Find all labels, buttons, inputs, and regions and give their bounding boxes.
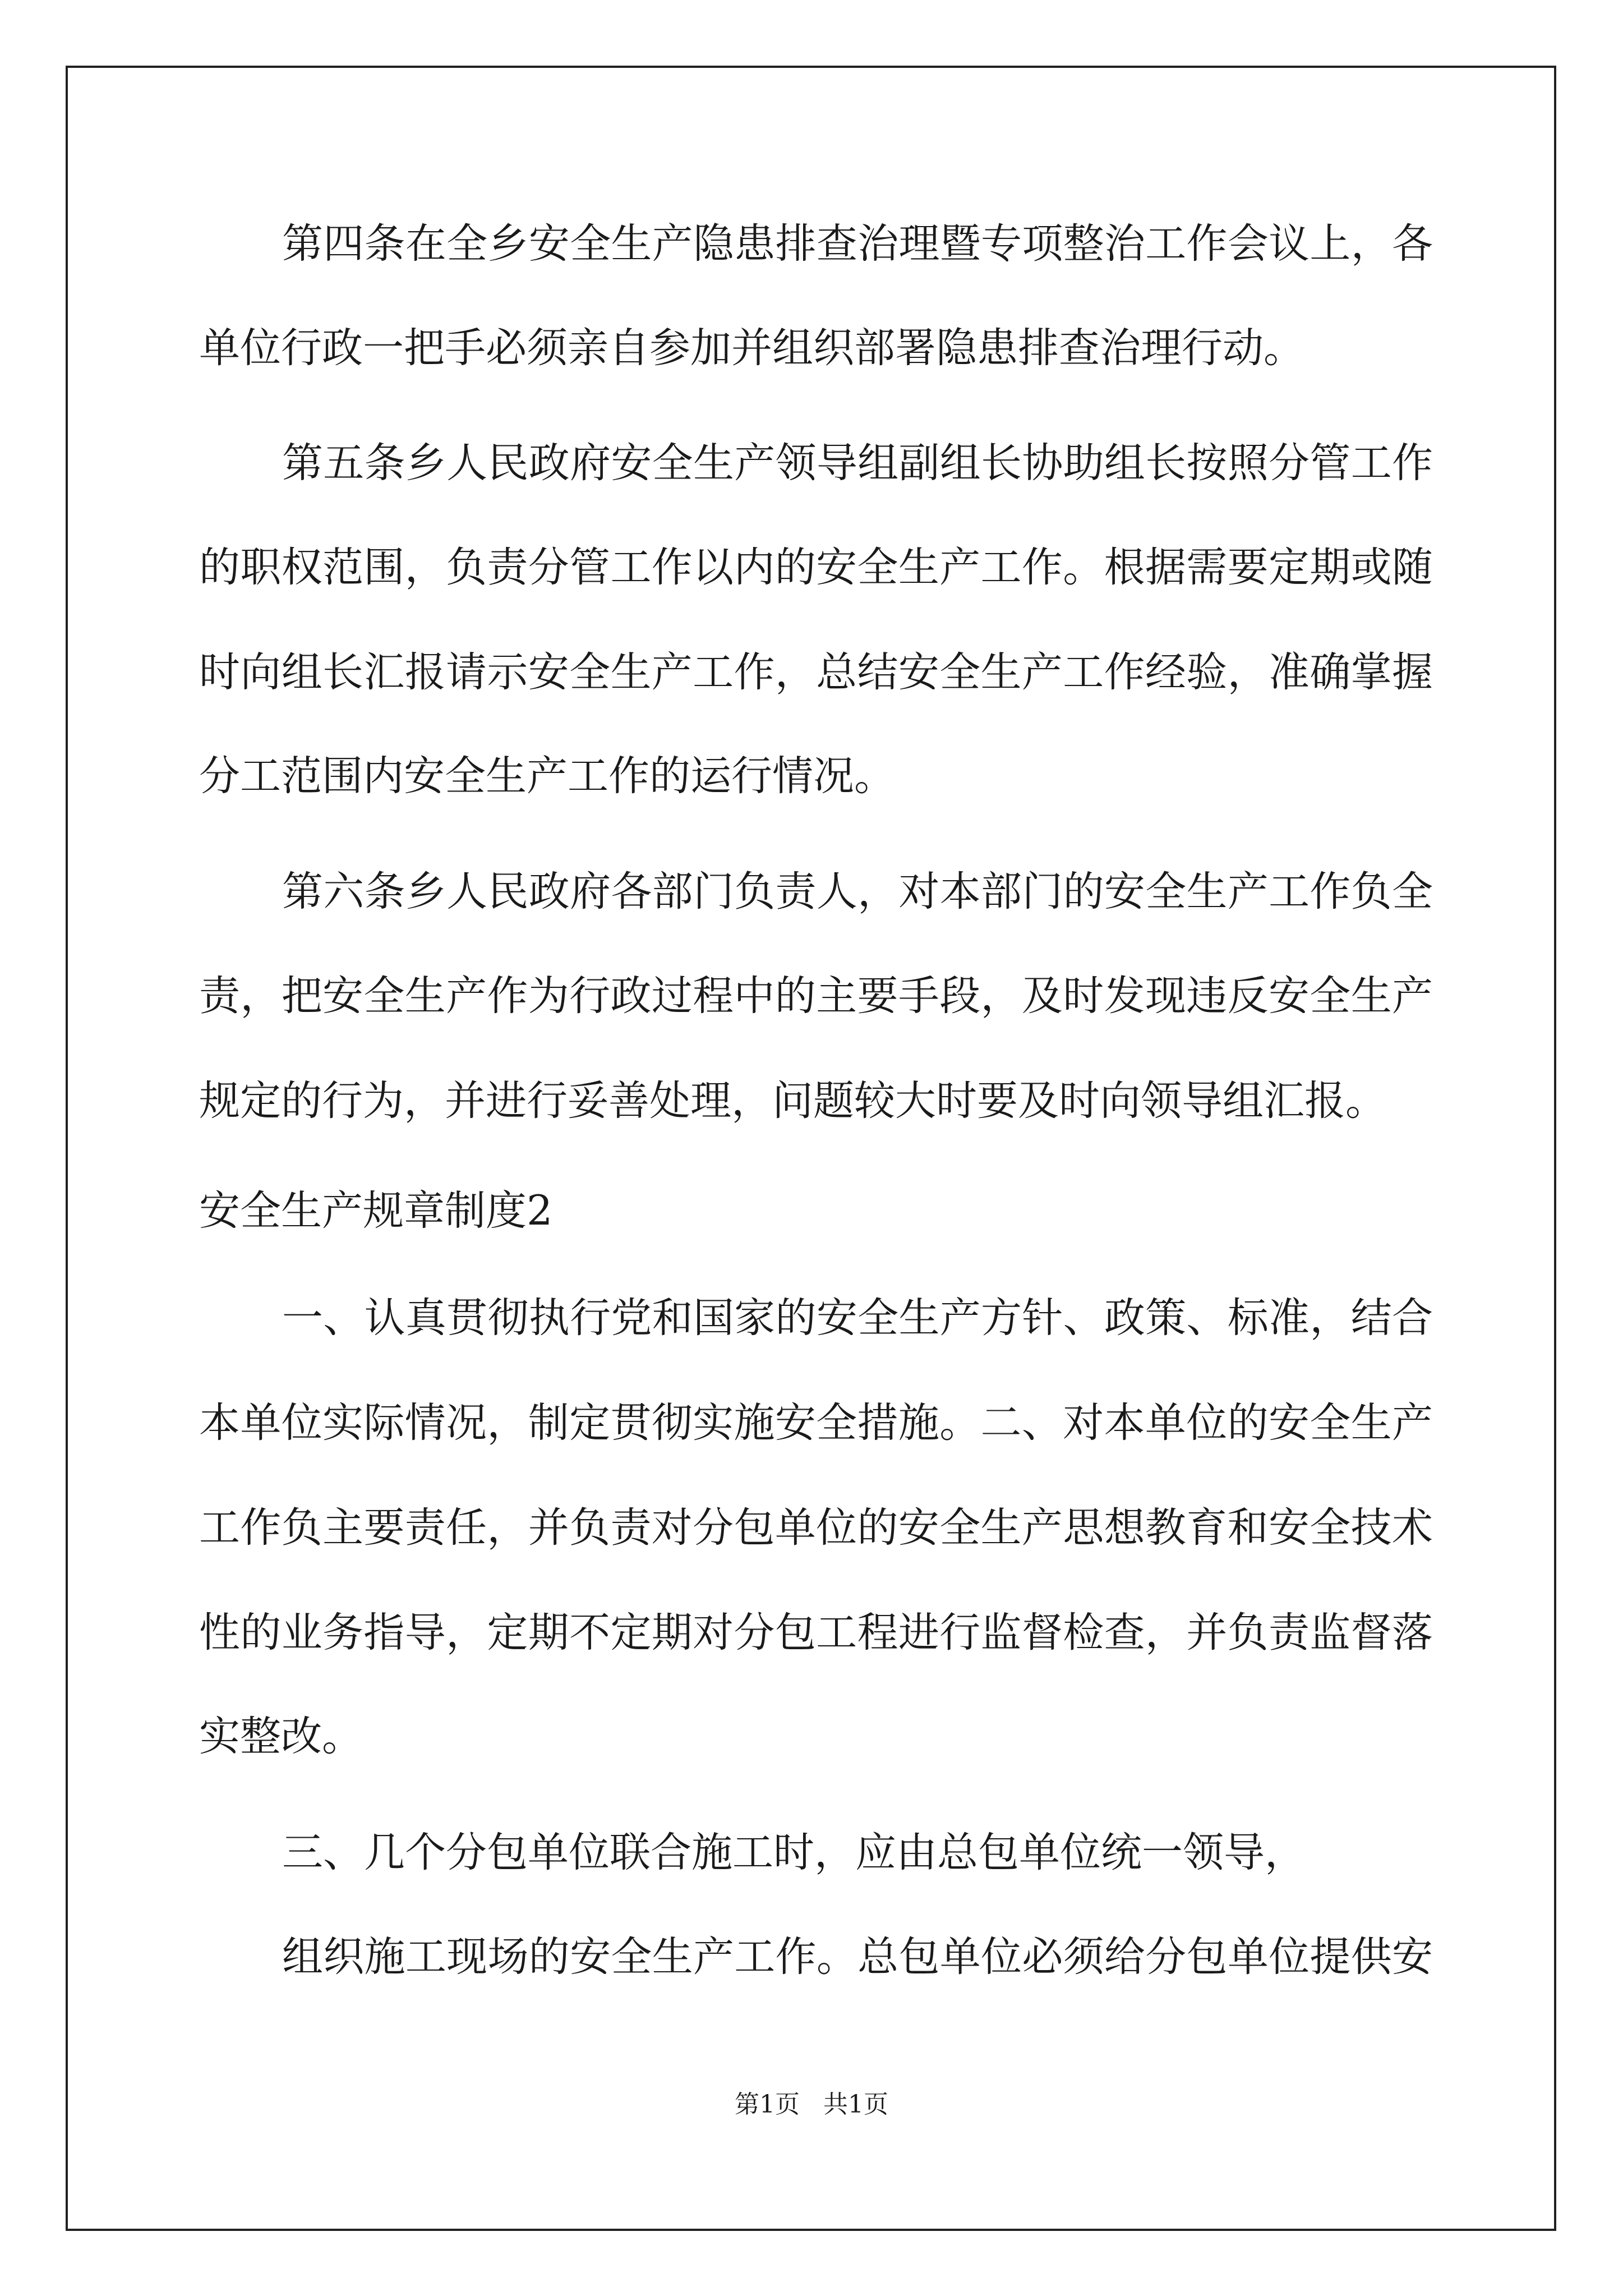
- paragraph-line: 的职权范围，负责分管工作以内的安全生产工作。根据需要定期或随: [199, 544, 1433, 591]
- paragraph-line: 第五条乡人民政府安全生产领导组副组长协助组长按照分管工作: [282, 439, 1433, 487]
- page-number-current: 第1页: [735, 2090, 800, 2119]
- page-footer: [0, 2088, 1623, 2122]
- paragraph-line: 本单位实际情况，制定贯彻实施安全措施。二、对本单位的安全生产: [199, 1399, 1433, 1447]
- paragraph-line: 责，把安全生产作为行政过程中的主要手段，及时发现违反安全生产: [199, 972, 1433, 1020]
- paragraph-line: 第四条在全乡安全生产隐患排查治理暨专项整治工作会议上，各: [282, 220, 1433, 268]
- paragraph-line: 单位行政一把手必须亲自参加并组织部署隐患排查治理行动。: [199, 324, 1304, 372]
- paragraph-line: 组织施工现场的安全生产工作。总包单位必须给分包单位提供安: [282, 1933, 1433, 1981]
- paragraph-line: 一、认真贯彻执行党和国家的安全生产方针、政策、标准，结合: [282, 1294, 1433, 1342]
- paragraph-line: 三、几个分包单位联合施工时，应由总包单位统一领导，: [282, 1829, 1306, 1876]
- paragraph-line: 规定的行为，并进行妥善处理，问题较大时要及时向领导组汇报。: [199, 1077, 1386, 1125]
- page-border: [66, 66, 1556, 2231]
- paragraph-line: 性的业务指导，定期不定期对分包工程进行监督检查，并负责监督落: [199, 1609, 1433, 1657]
- paragraph-line: 分工范围内安全生产工作的运行情况。: [199, 752, 895, 800]
- paragraph-line: 第六条乡人民政府各部门负责人，对本部门的安全生产工作负全: [282, 868, 1433, 915]
- paragraph-line: 实整改。: [199, 1713, 363, 1760]
- paragraph-line: 工作负主要责任，并负责对分包单位的安全生产思想教育和安全技术: [199, 1504, 1433, 1552]
- page-number-total: 共1页: [823, 2090, 888, 2119]
- paragraph-line: 时向组长汇报请示安全生产工作，总结安全生产工作经验，准确掌握: [199, 648, 1433, 696]
- section-heading: 安全生产规章制度2: [199, 1187, 553, 1235]
